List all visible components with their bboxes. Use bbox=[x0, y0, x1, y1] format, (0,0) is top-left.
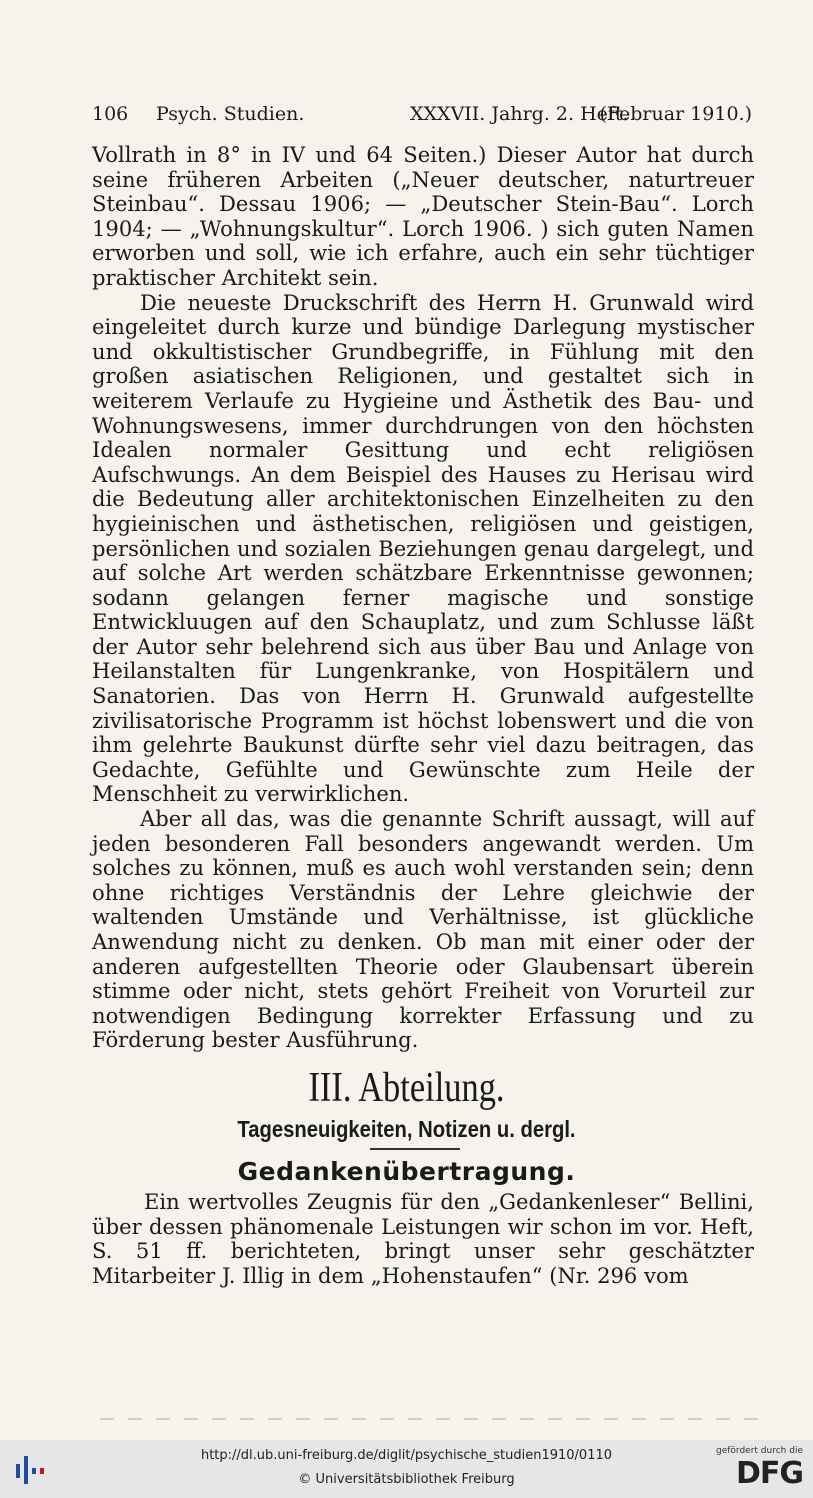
dfg-logo[interactable]: DFG bbox=[735, 1456, 803, 1491]
page-number: 106 bbox=[92, 103, 129, 125]
section-subheading: Tagesneuigkeiten, Notizen u. dergl. bbox=[237, 1116, 576, 1142]
source-url-link[interactable]: http://dl.ub.uni-freiburg.de/diglit/psychische_studien1910/0110 bbox=[200, 1448, 613, 1463]
paragraph: Aber all das, was die genannte Schrift aussagt, will auf jeden besonderen Fall besonders angewandt werden. Um solches zu können, muß es auch wohl verstanden sein; denn ohne richtiges Verständnis der Lehre gleichwie der waltenden Umstände und Verhältnisse, ist glückliche Anwendung nicht zu denken. Ob man mit einer oder der anderen aufgestellten Theorie oder Glaubensart überein stimme oder nicht, stets gehört Freiheit von Vorurteil zur notwendigen Bedingung korrekter Erfassung und zu Förderung bester Ausführung. bbox=[92, 806, 754, 1053]
copyright-notice: © Universitätsbibliothek Freiburg bbox=[298, 1472, 515, 1487]
article-text bbox=[92, 1190, 754, 1288]
paragraph: Ein wertvolles Zeugnis für den „Gedankenleser“ Bellini, über dessen phänomenale Leistungen wir schon im vor. Heft, S. 51 ff. berichteten, bringt unser sehr geschätzter Mitarbeiter J. Illig in dem „Hohenstaufen“ (Nr. 296 vom bbox=[92, 1189, 754, 1288]
footer-bar bbox=[0, 1440, 813, 1498]
issue-date: (Februar 1910.) bbox=[599, 103, 752, 125]
issue-info: XXXVII. Jahrg. 2. Heft. bbox=[410, 103, 629, 125]
ornament-divider bbox=[370, 1148, 460, 1150]
article-title: Gedankenübertragung. bbox=[237, 1157, 576, 1186]
funding-caption: gefördert durch die bbox=[716, 1446, 803, 1456]
journal-title: Psych. Studien. bbox=[156, 103, 305, 125]
paragraph: Vollrath in 8° in IV und 64 Seiten.) Dieser Autor hat durch seine früheren Arbeiten („Neuer deutscher, naturtreuer Steinbau“. Dessau 1906; — „Deutscher Stein-Bau“. Lorch 1904; — „Wohnungskultur“. Lorch 1906. ) sich guten Namen erworben und soll, wie ich erfahre, auch ein sehr tüchtiger praktischer Architekt sein. bbox=[92, 142, 754, 290]
section-heading: III. Abteilung. bbox=[308, 1065, 505, 1111]
body-text bbox=[92, 143, 754, 1053]
scan-edge-artifact bbox=[100, 1418, 760, 1420]
paragraph: Die neueste Druckschrift des Herrn H. Grunwald wird eingeleitet durch kurze und bündige Darlegung mystischer und okkultistischer Grundbegriffe, in Fühlung mit den großen asiatischen Religionen, und gestaltet sich in weiterem Verlaufe zu Hygieine und Ästhetik des Bau- und Wohnungswesens, immer durchdrungen von den höchsten Idealen normaler Gesittung und echt religiösen Aufschwungs. An dem Beispiel des Hauses zu Herisau wird die Bedeutung aller architektonischen Einzelheiten zu den hygieinischen und ästhetischen, religiösen und geistigen, persönlichen und sozialen Beziehungen genau dargelegt, und auf solche Art werden schätzbare Erkenntnisse gewonnen; sodann gelangen ferner magische und sonstige Entwickluugen auf den Schauplatz, und zum Schlusse läßt der Autor sehr belehrend sich aus über Bau und Anlage von Heilanstalten für Lungenkranke, von Hospitälern und Sanatorien. Das von Herrn H. Grunwald aufgestellte zivilisatorische Programm ist höchst lobenswert und die von ihm gelehrte Baukunst dürfte sehr viel dazu beitragen, das Gedachte, Gefühlte und Gewünschte zum Heile der Menschheit zu verwirklichen. bbox=[92, 289, 754, 807]
running-head bbox=[92, 100, 752, 128]
